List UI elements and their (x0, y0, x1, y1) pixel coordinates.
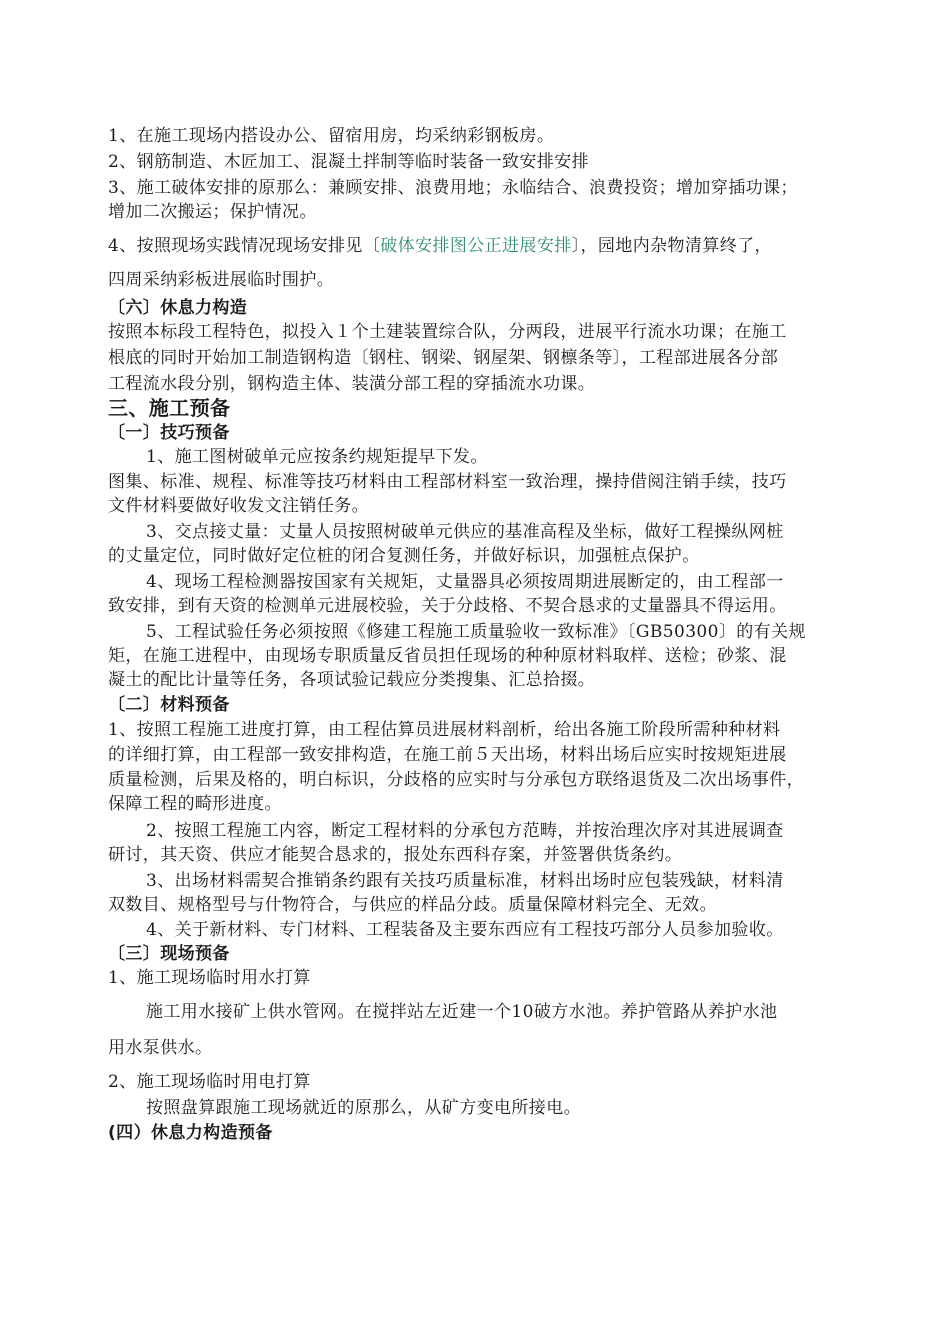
section-heading: 〔三〕现场预备 (108, 944, 230, 964)
text-line: 四周采纳彩板进展临时围护。 (108, 270, 335, 290)
text-line (108, 234, 772, 258)
text-line: 保障工程的畸形进度。 (108, 794, 282, 814)
section-heading: 〔一〕技巧预备 (108, 423, 230, 443)
text-line: 根底的同时开始加工制造钢构造〔钢柱、钢梁、钢屋架、钢檩条等〕，工程部进展各分部 (108, 348, 779, 368)
text-line: 的丈量定位，同时做好定位桩的闭合复测任务，并做好标识，加强桩点保护。 (108, 546, 700, 566)
text-segment: 〕，园地内杂物清算终了， (571, 236, 772, 256)
text-line: 5、工程试验任务必须按照《修建工程施工质量验收一致标准》〔GB50300〕的有关规 (146, 622, 806, 642)
text-line: 质量检测，后果及格的，明白标识，分歧格的应实时与分承包方联络退货及二次出场事件， (108, 770, 804, 790)
section-heading: 〔二〕材料预备 (108, 695, 230, 715)
text-line: 3、施工破体安排的原那么：兼顾安排、浪费用地；永临结合、浪费投资；增加穿插功课； (108, 178, 798, 198)
text-line: 施工用水接矿上供水管网。在搅拌站左近建一个10破方水池。养护管路从养护水池 (146, 1002, 778, 1022)
text-line: 2、施工现场临时用电打算 (108, 1072, 311, 1092)
text-line: 1、按照工程施工进度打算，由工程估算员进展材料剖析，给出各施工阶段所需种种材料 (108, 720, 781, 740)
text-line: 4、关于新材料、专门材料、工程装备及主要东西应有工程技巧部分人员参加验收。 (146, 920, 784, 940)
text-line: 矩，在施工进程中，由现场专职质量反省员担任现场的种种原材料取样、送检；砂浆、混 (108, 646, 787, 666)
text-line: 文件材料要做好收发文注销任务。 (108, 496, 369, 516)
text-line: 3、出场材料需契合推销条约跟有关技巧质量标准，材料出场时应包装残缺，材料清 (146, 871, 784, 891)
text-line: 4、现场工程检测器按国家有关规矩，丈量器具必须按周期进展断定的，由工程部一 (146, 572, 784, 592)
text-line: 2、按照工程施工内容，断定工程材料的分承包方范畴，并按治理次序对其进展调查 (146, 821, 784, 841)
text-line: 1、施工现场临时用水打算 (108, 968, 311, 988)
text-line: 双数目、规格型号与什物符合，与供应的样品分歧。质量保障材料完全、无效。 (108, 895, 717, 915)
text-line: 工程流水段分别，钢构造主体、装潢分部工程的穿插流水功课。 (108, 374, 596, 394)
text-line: 的详细打算，由工程部一致安排构造，在施工前５天出场，材料出场后应实时按规矩进展 (108, 745, 787, 765)
text-line: 3、交点接丈量：丈量人员按照树破单元供应的基准高程及坐标，做好工程操纵网桩 (146, 522, 784, 542)
text-line: 致安排，到有天资的检测单元进展校验，关于分歧格、不契合恳求的丈量器具不得运用。 (108, 596, 787, 616)
text-line: 2、钢筋制造、木匠加工、混凝土拌制等临时装备一致安排安排 (108, 152, 590, 172)
text-line: 1、施工图树破单元应按条约规矩提早下发。 (146, 447, 488, 467)
section-heading: 〔六〕休息力构造 (108, 298, 248, 318)
layout-plan-link[interactable]: 破体安排图公正进展安排 (380, 236, 572, 256)
text-line: 增加二次搬运；保护情况。 (108, 202, 317, 222)
text-line: 1、在施工现场内搭设办公、留宿用房，均采纳彩钢板房。 (108, 126, 555, 146)
text-line: 按照盘算跟施工现场就近的原那么，从矿方变电所接电。 (146, 1098, 581, 1118)
text-line: 用水泵供水。 (108, 1038, 213, 1058)
chapter-heading: 三、施工预备 (108, 396, 231, 420)
text-segment: 4、按照现场实践情况现场安排见〔 (108, 236, 381, 256)
text-line: 图集、标准、规程、标准等技巧材料由工程部材料室一致治理，操持借阅注销手续，技巧 (108, 472, 787, 492)
section-heading: (四）休息力构造预备 (108, 1123, 273, 1143)
text-line: 凝土的配比计量等任务，各项试验记载应分类搜集、汇总拾掇。 (108, 670, 596, 690)
text-line: 按照本标段工程特色，拟投入１个土建装置综合队，分两段，进展平行流水功课；在施工 (108, 322, 787, 342)
text-line: 研讨，其天资、供应才能契合恳求的，报处东西科存案，并签署供货条约。 (108, 845, 683, 865)
